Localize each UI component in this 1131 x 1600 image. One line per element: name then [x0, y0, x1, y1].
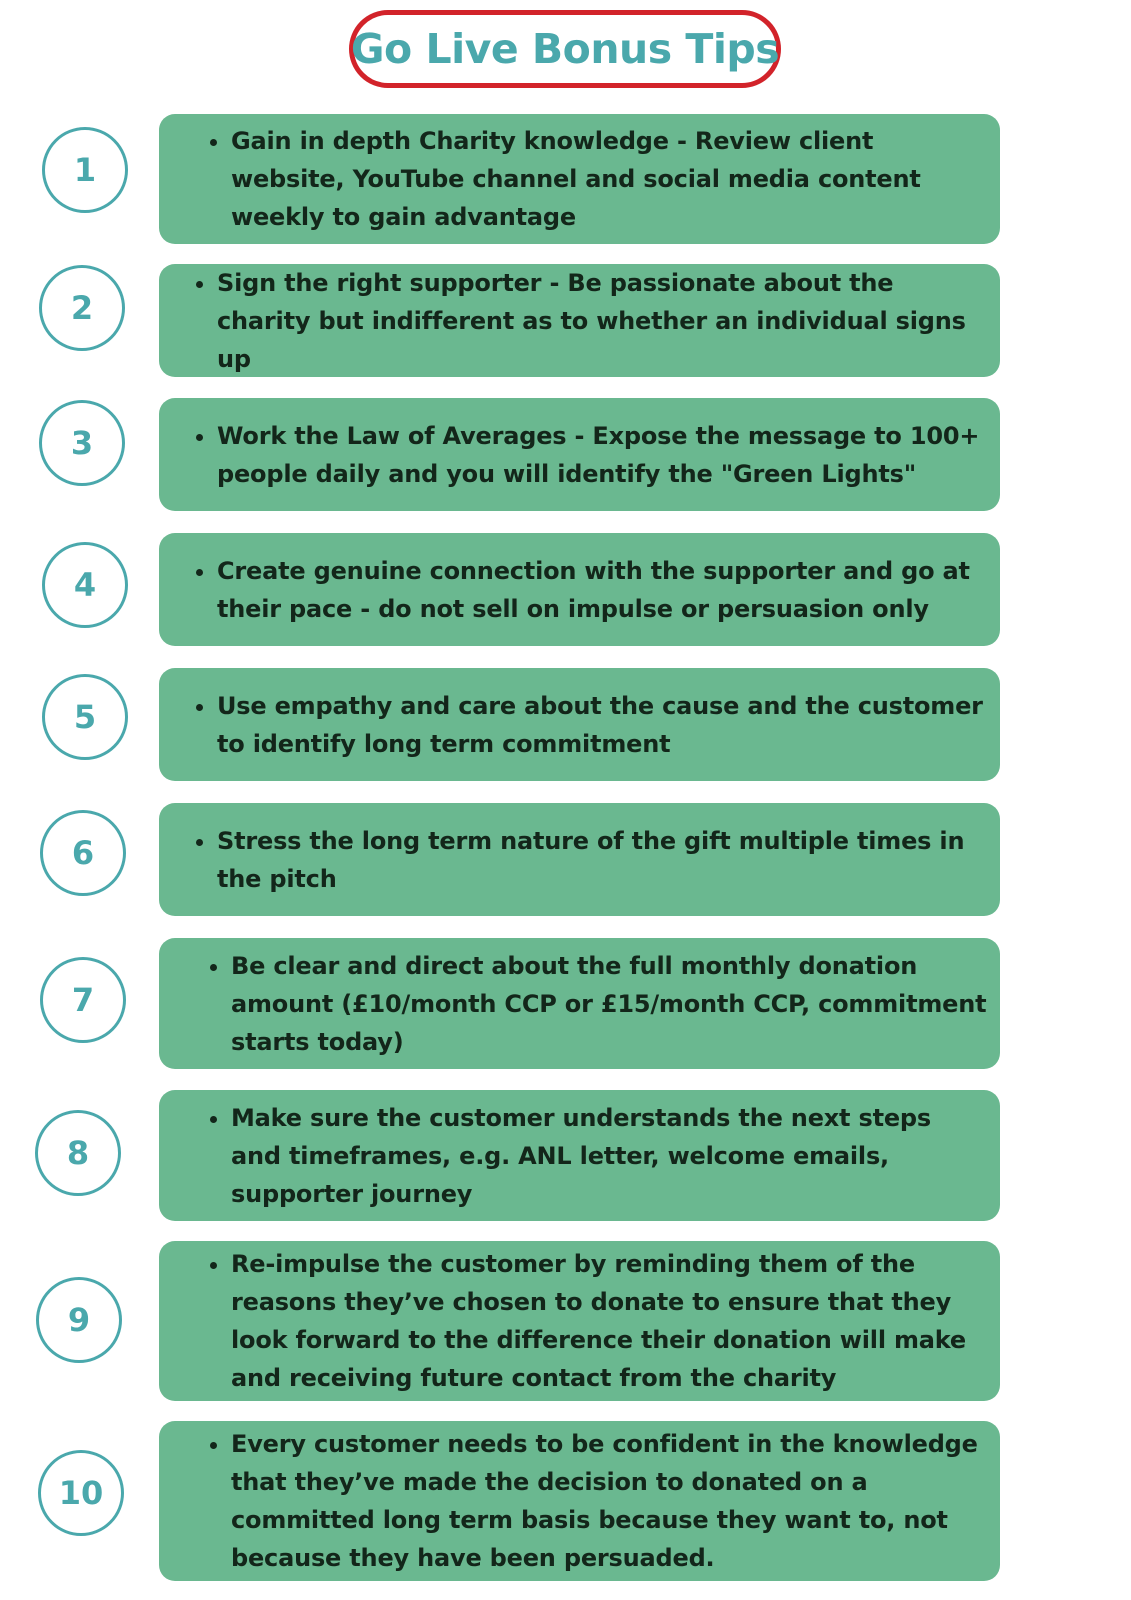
tip-number-2: 2	[39, 265, 125, 351]
tip-list-7	[159, 947, 1000, 1061]
tip-list-9	[159, 1245, 1000, 1397]
tip-number-3: 3	[39, 400, 125, 486]
tip-text-9: • Re-impulse the customer by reminding them of the reasons they’ve chosen to donate to ensure that they look forward to the difference their donation will make and receiving future contact from the charity	[231, 1245, 988, 1397]
tip-card-6	[159, 803, 1000, 916]
tip-text-4: • Create genuine connection with the supporter and go at their pace - do not sell on impulse or persuasion only	[217, 552, 988, 628]
tip-text-5: • Use empathy and care about the cause and the customer to identify long term commitment	[217, 687, 988, 763]
tip-list-10	[159, 1425, 1000, 1577]
tip-number-4: 4	[42, 542, 128, 628]
tip-number-10: 10	[38, 1450, 124, 1536]
page-title: Go Live Bonus Tips	[350, 25, 780, 73]
tip-list-5	[159, 687, 1000, 763]
tip-number-8: 8	[35, 1110, 121, 1196]
tip-text-3: • Work the Law of Averages - Expose the message to 100+ people daily and you will identify the "Green Lights"	[217, 417, 988, 493]
tip-text-8: • Make sure the customer understands the next steps and timeframes, e.g. ANL letter, welcome emails, supporter journey	[231, 1099, 988, 1213]
tip-list-8	[159, 1099, 1000, 1213]
tip-list-4	[159, 552, 1000, 628]
tip-number-6: 6	[40, 810, 126, 896]
tip-card-2	[159, 264, 1000, 377]
tip-number-5: 5	[42, 674, 128, 760]
tip-number-7: 7	[40, 957, 126, 1043]
tip-card-7	[159, 938, 1000, 1069]
tip-list-6	[159, 822, 1000, 898]
tip-list-3	[159, 417, 1000, 493]
tip-card-1	[159, 114, 1000, 244]
tip-card-3	[159, 398, 1000, 511]
tip-text-2: • Sign the right supporter - Be passionate about the charity but indifferent as to whether an individual signs up	[217, 264, 988, 378]
tip-text-6: • Stress the long term nature of the gift multiple times in the pitch	[217, 822, 988, 898]
tip-list-2	[159, 264, 1000, 378]
tip-card-4	[159, 533, 1000, 646]
tip-card-10	[159, 1421, 1000, 1581]
tip-number-1: 1	[42, 127, 128, 213]
tip-number-9: 9	[36, 1277, 122, 1363]
title-frame	[349, 10, 781, 88]
tip-text-7: • Be clear and direct about the full monthly donation amount (£10/month CCP or £15/month CCP, commitment starts today)	[231, 947, 988, 1061]
tip-card-8	[159, 1090, 1000, 1221]
tip-text-10: • Every customer needs to be confident in the knowledge that they’ve made the decision to donated on a committed long term basis because they want to, not because they have been persuaded.	[231, 1425, 988, 1577]
tip-card-9	[159, 1241, 1000, 1401]
tip-text-1: • Gain in depth Charity knowledge - Review client website, YouTube channel and social media content weekly to gain advantage	[231, 122, 988, 236]
tip-list-1	[159, 122, 1000, 236]
tip-card-5	[159, 668, 1000, 781]
